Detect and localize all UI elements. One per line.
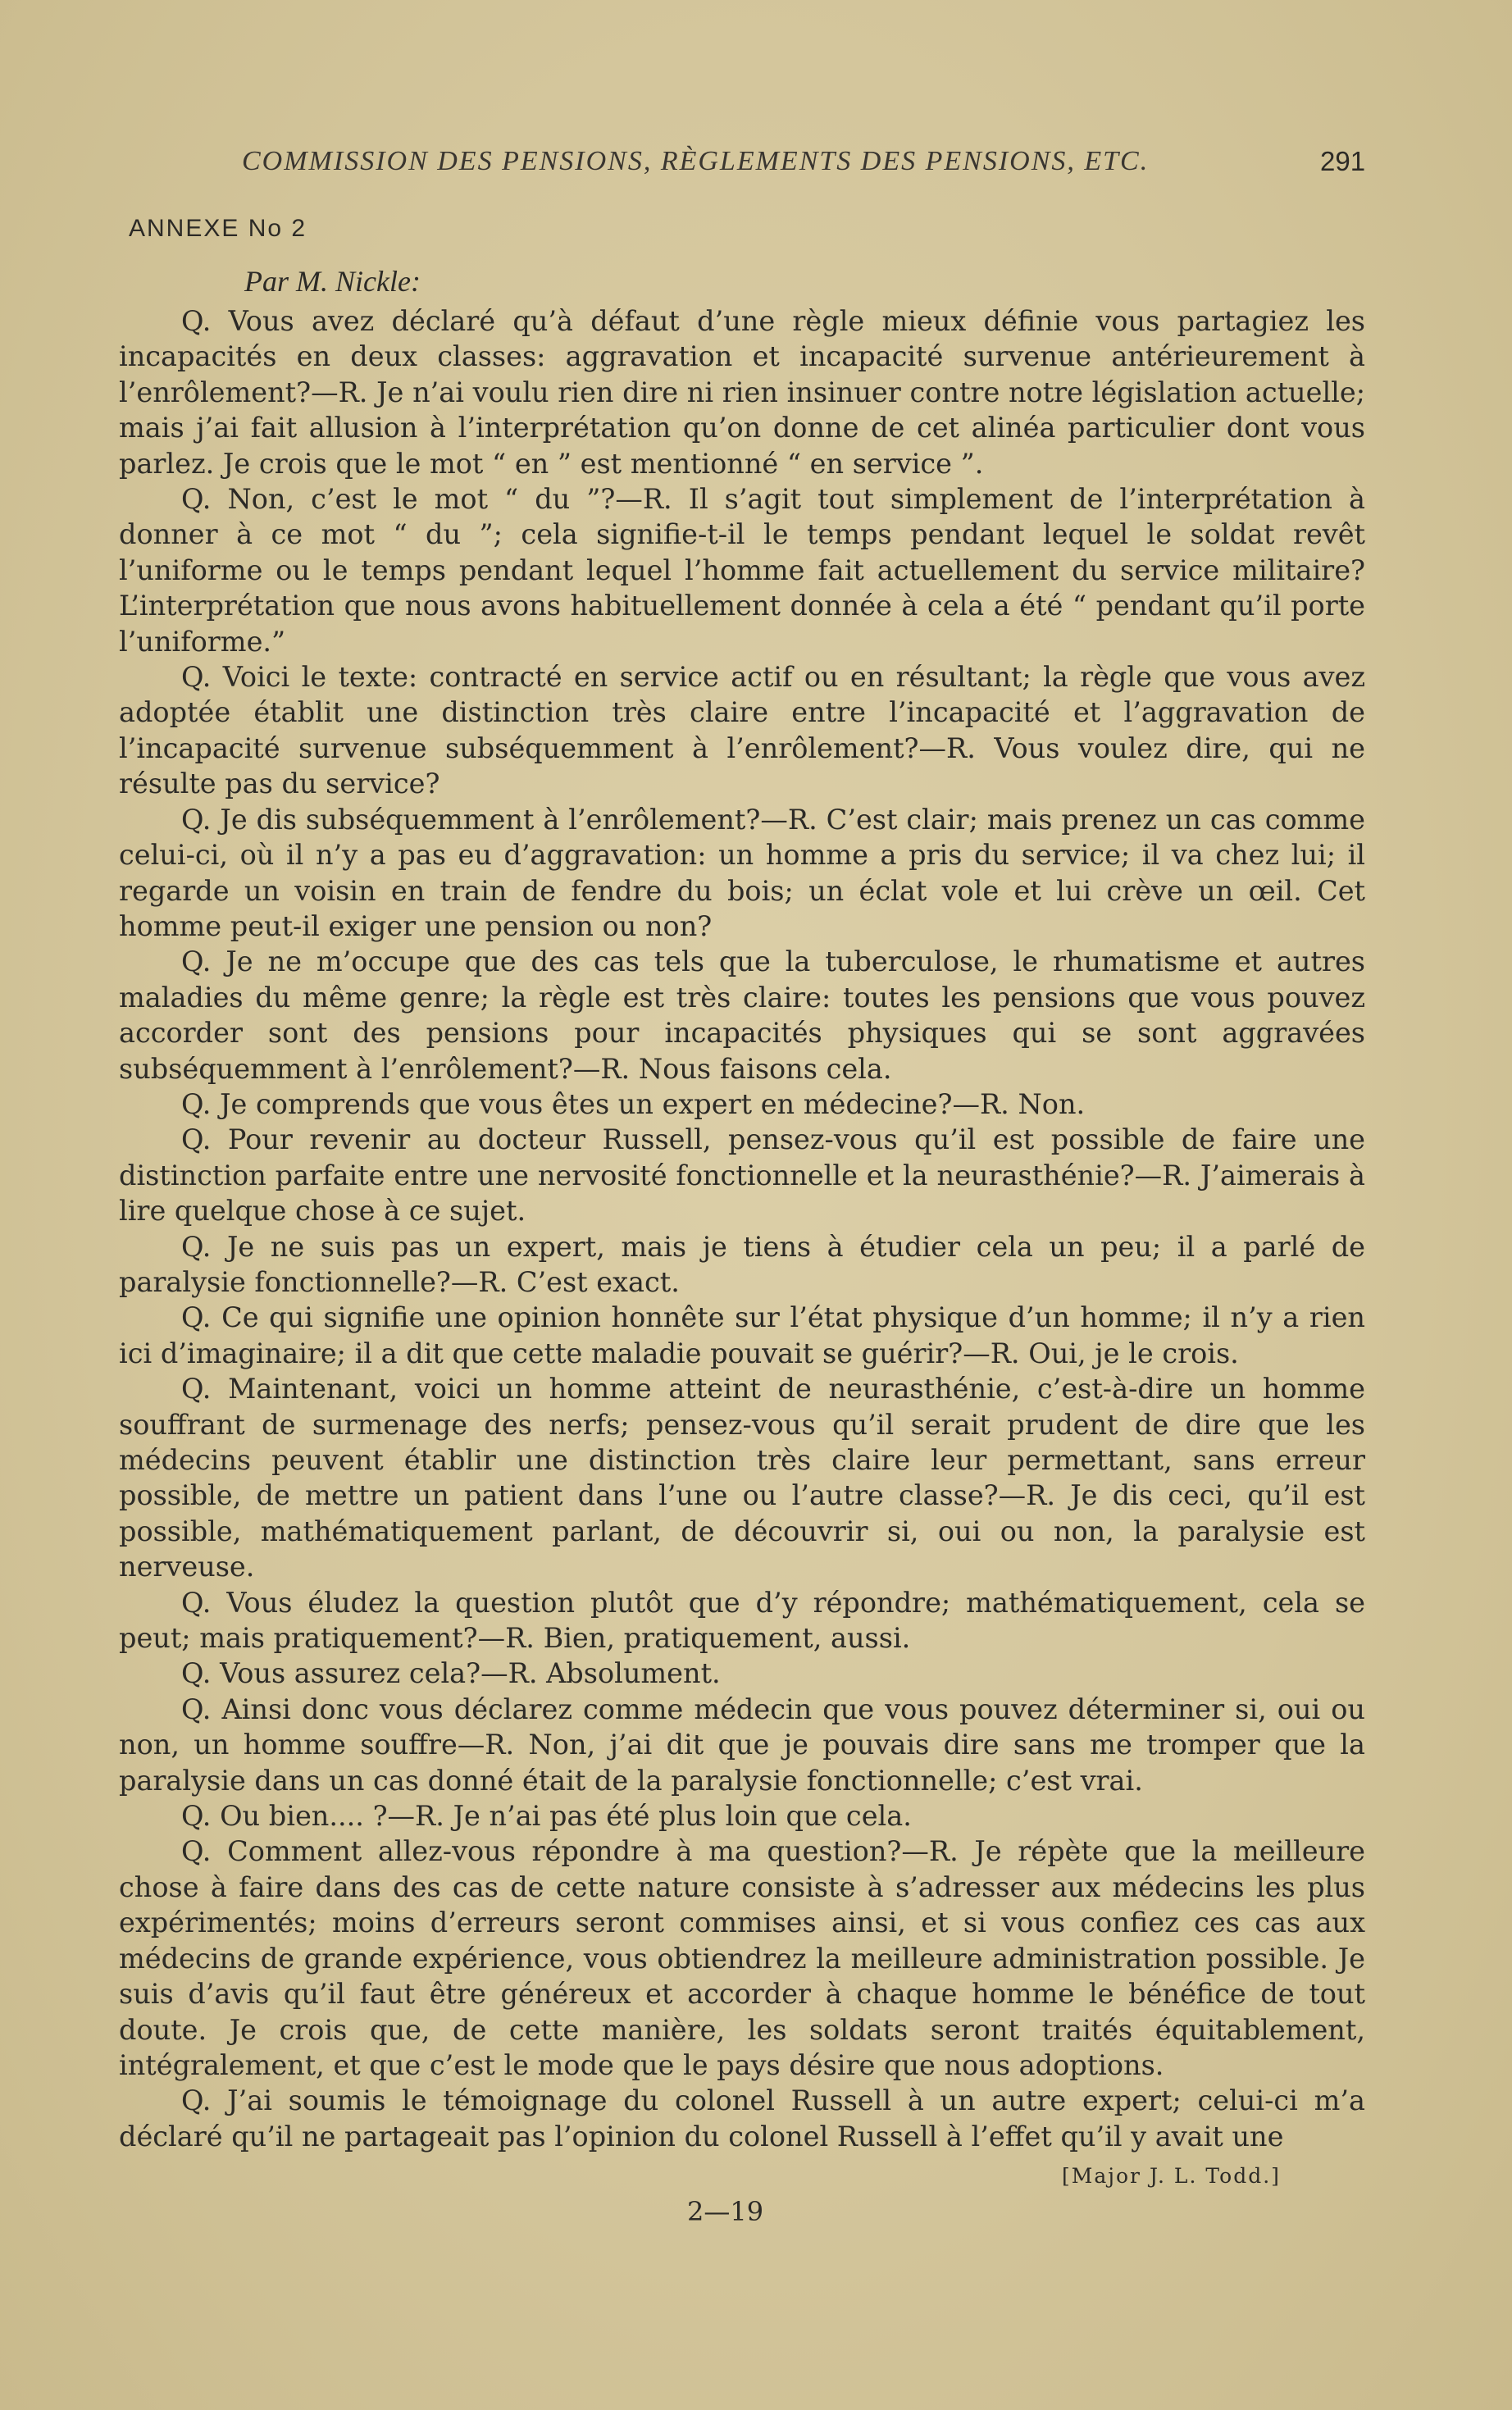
paragraph-2: Q. Non, c’est le mot “ du ”?—R. Il s’agit tout simplement de l’interprétation à donner à ce mot “ du ”; cela signifie-t-il le temps pendant lequel le soldat revêt l’uniforme ou le temps pendant lequel l’homme fait actuellement du service militaire? L’interprétation que nous avons habituellement donnée à cela a été “ pendant qu’il porte l’uniforme.” [119, 483, 1365, 658]
witness-attribution: [Major J. L. Todd.] [1062, 2164, 1281, 2188]
paragraph-15: Q. Comment allez-vous répondre à ma question?—R. Je répète que la meilleure chose à faire dans des cas de cette nature consiste à s’adresser aux médecins les plus expérimentés; moins d’erreurs seront commises ainsi, et si vous confiez ces cas aux médecins de grande expérience, vous obtiendrez la meilleure administration possible. Je suis d’avis qu’il faut être généreux et accorder à chaque homme le bénéfice de tout doute. Je crois que, de cette manière, les soldats seront traités équitablement, intégralement, et que c’est le mode que le pays désire que nous adoptions. [119, 1835, 1365, 2081]
paragraph-4: Q. Je dis subséquemment à l’enrôlement?—R. C’est clair; mais prenez un cas comme celui-ci, où il n’y a pas eu d’aggravation: un homme a pris du service; il va chez lui; il regarde un voisin en train de fendre du bois; un éclat vole et lui crève un œil. Cet homme peut-il exiger une pension ou non? [119, 803, 1365, 942]
running-head: COMMISSION DES PENSIONS, RÈGLEMENTS DES PENSIONS, ETC. [242, 146, 1150, 176]
body-text [119, 303, 1365, 2154]
paragraph-16: Q. J’ai soumis le témoignage du colonel Russell à un autre expert; celui-ci m’a déclaré qu’il ne partageait pas l’opinion du colonel Russell à l’effet qu’il y avait une [119, 2084, 1365, 2153]
paragraph-14: Q. Ou bien.... ?—R. Je n’ai pas été plus loin que cela. [181, 1800, 912, 1833]
paragraph-6: Q. Je comprends que vous êtes un expert en médecine?—R. Non. [181, 1087, 1086, 1120]
paragraph-10: Q. Maintenant, voici un homme atteint de neurasthénie, c’est-à-dire un homme souffrant de surmenage des nerfs; pensez-vous qu’il serait prudent de dire que les médecins peuvent établir une distinction très claire leur permettant, sans erreur possible, de mettre un patient dans l’une ou l’autre classe?—R. Je dis ceci, qu’il est possible, mathématiquement parlant, de découvrir si, oui ou non, la paralysie est nerveuse. [119, 1373, 1365, 1583]
paragraph-11: Q. Vous éludez la question plutôt que d’y répondre; mathématiquement, cela se peut; mais pratiquement?—R. Bien, pratiquement, aussi. [119, 1586, 1365, 1655]
paragraph-5: Q. Je ne m’occupe que des cas tels que la tuberculose, le rhumatisme et autres maladies du même genre; la règle est très claire: toutes les pensions que vous pouvez accorder sont des pensions pour incapacités physiques qui se sont aggravées subséquemment à l’enrôlement?—R. Nous faisons cela. [119, 945, 1365, 1085]
paragraph-9: Q. Ce qui signifie une opinion honnête sur l’état physique d’un homme; il n’y a rien ici d’imaginaire; il a dit que cette maladie pouvait se guérir?—R. Oui, je le crois. [119, 1301, 1365, 1369]
page-number: 291 [1320, 146, 1366, 176]
paragraph-13: Q. Ainsi donc vous déclarez comme médecin que vous pouvez déterminer si, oui ou non, un homme souffre—R. Non, j’ai dit que je pouvais dire sans me tromper que la paralysie dans un cas donné était de la paralysie fonctionnelle; c’est vrai. [119, 1692, 1365, 1797]
annex-title: ANNEXE No 2 [129, 215, 307, 242]
paragraph-12: Q. Vous assurez cela?—R. Absolument. [181, 1657, 721, 1690]
paragraph-3: Q. Voici le texte: contracté en service actif ou en résultant; la règle que vous avez adoptée établit une distinction très claire entre l’incapacité et l’aggravation de l’incapacité survenue subséquemment à l’enrôlement?—R. Vous voulez dire, qui ne résulte pas du service? [119, 661, 1365, 800]
paragraph-1: Q. Vous avez déclaré qu’à défaut d’une règle mieux définie vous partagiez les incapacités en deux classes: aggravation et incapacité survenue antérieurement à l’enrôlement?—R. Je n’ai voulu rien dire ni rien insinuer contre notre législation actuelle; mais j’ai fait allusion à l’interprétation qu’on donne de cet alinéa particulier dont vous parlez. Je crois que le mot “ en ” est mentionné “ en service ”. [119, 305, 1365, 480]
speaker-label: Par M. Nickle: [244, 265, 421, 298]
paragraph-8: Q. Je ne suis pas un expert, mais je tiens à étudier cela un peu; il a parlé de paralysie fonctionnelle?—R. C’est exact. [119, 1230, 1365, 1298]
paragraph-7: Q. Pour revenir au docteur Russell, pensez-vous qu’il est possible de faire une distinction parfaite entre une nervosité fonctionnelle et la neurasthénie?—R. J’aimerais à lire quelque chose à ce sujet. [119, 1123, 1365, 1228]
printer-signature: 2—19 [687, 2196, 764, 2227]
